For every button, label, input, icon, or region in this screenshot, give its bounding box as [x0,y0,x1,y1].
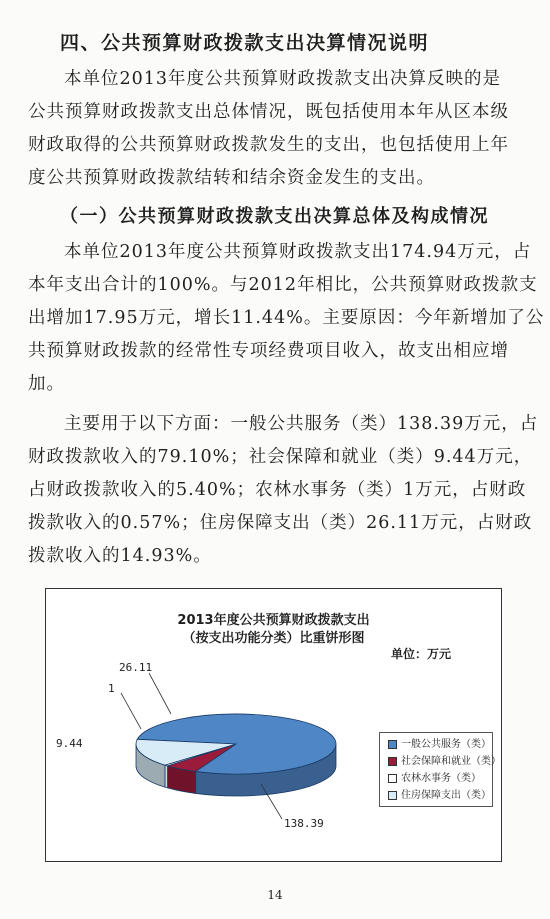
usage-paragraph [28,408,539,573]
section-heading: 四、公共预算财政拨款支出决算情况说明 [60,32,430,54]
text-line: 本单位2013年度公共预算财政拨款支出决算反映的是 [64,69,502,89]
text-line: 财政取得的公共预算财政拨款发生的支出，也包括使用上年 [28,135,509,155]
pie-svg [46,589,501,861]
legend-label: 一般公共服务（类） [401,739,491,750]
subheading: （一）公共预算财政拨款支出决算总体及构成情况 [60,206,489,227]
data-label-housing: 26.11 [119,661,153,674]
text-line: 本年支出合计的100%。与2012年相比，公共预算财政拨款支 [28,275,538,295]
legend-label: 住房保障支出（类） [401,790,491,801]
intro-paragraph [28,63,526,195]
text-line: 公共预算财政拨款支出总体情况，既包括使用本年从区本级 [28,102,509,122]
legend-swatch [388,740,397,749]
data-label-agriculture: 1 [108,682,115,695]
text-line: 度公共预算财政拨款结转和结余资金发生的支出。 [28,168,435,188]
chart-legend [379,732,501,807]
legend-item [388,754,501,770]
legend-item [388,737,492,753]
page-number: 14 [267,888,283,902]
text-line: 本单位2013年度公共预算财政拨款支出174.94万元，占 [64,242,532,262]
chart-subtitle: （按支出功能分类）比重饼形图 [182,631,365,646]
leader-line-agriculture [121,693,141,729]
legend-swatch [388,791,397,800]
text-line: 财政拨款收入的79.10%；社会保障和就业（类）9.44万元， [28,447,533,467]
chart-title: 2013年度公共预算财政拨款支出 [177,613,370,628]
legend-label: 社会保障和就业（类） [401,756,501,767]
text-line: 出增加17.95万元，增长11.44%。主要原因：今年新增加了公 [28,308,545,328]
leader-line-housing [149,673,171,714]
legend-swatch [388,774,397,783]
text-line: 共预算财政拨款的经常性专项经费项目收入，故支出相应增 [28,341,509,361]
text-line: 占财政拨款收入的5.40%；农林水事务（类）1万元，占财政 [28,480,527,500]
pie-chart [45,588,502,862]
text-line: 主要用于以下方面：一般公共服务（类）138.39万元，占 [64,414,539,434]
text-line: 加。 [28,374,65,394]
legend-item [388,771,492,787]
summary-paragraph [28,236,545,401]
data-label-social: 9.44 [56,737,83,750]
legend-item [388,788,492,804]
text-line: 拨款收入的14.93%。 [28,546,212,566]
text-line: 拨款收入的0.57%；住房保障支出（类）26.11万元，占财政 [28,513,533,533]
legend-swatch [388,757,397,766]
unit-label: 单位：万元 [390,647,451,661]
data-label-general: 138.39 [284,817,324,830]
legend-label: 农林水事务（类） [401,773,481,784]
